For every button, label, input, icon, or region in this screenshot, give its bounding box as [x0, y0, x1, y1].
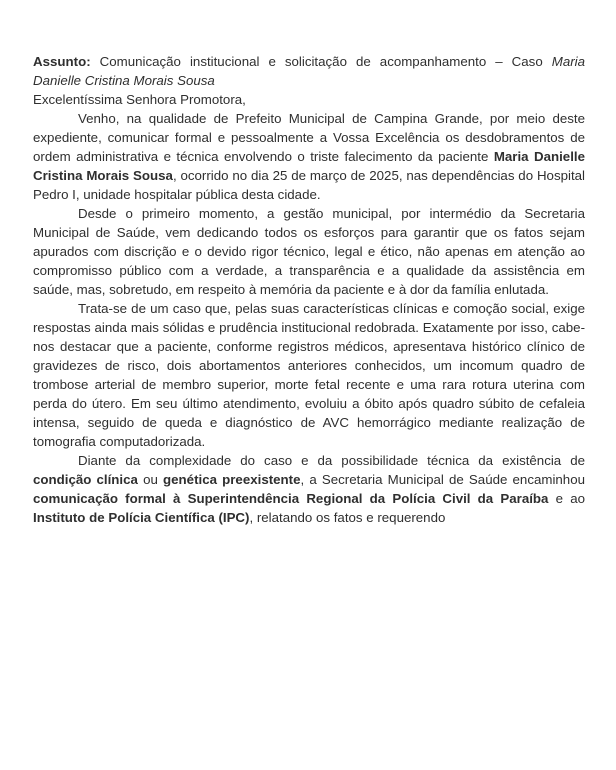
paragraph-text-segment: e ao [548, 491, 585, 506]
paragraph-text-segment: , ocorrido no dia 25 de março de 2025, nas dependências do Hospital Pedro I, unidade hospitalar pública desta cidade. [33, 168, 585, 202]
subject-line [33, 52, 585, 90]
bold-text-segment: comunicação formal à Superintendência Regional da Polícia Civil da Paraíba [33, 491, 549, 506]
paragraph-1 [33, 109, 585, 204]
bold-text-segment: condição clínica [33, 472, 138, 487]
paragraph-2 [33, 204, 585, 299]
bold-text-segment: Instituto de Polícia Científica (IPC) [33, 510, 250, 525]
paragraph-3 [33, 299, 585, 451]
patient-name-bold: Maria Danielle Cristina Morais Sousa [33, 149, 585, 183]
paragraph-text-segment: Venho, na qualidade de Prefeito Municipal de Campina Grande, por meio deste expediente, comunicar formal e pessoalmente a Vossa Excelência os desdobramentos de ordem administrativa e técnica envolvendo o triste falecimento da paciente [33, 111, 585, 164]
paragraph-text-segment: Trata-se de um caso que, pelas suas características clínicas e comoção social, exige respostas ainda mais sólidas e prudência institucional redobrada. Exatamente por isso, cabe-nos destacar que a paciente, conforme registros médicos, apresentava histórico clínico de gravidezes de risco, dois abortamentos anteriores conhecidos, um incomum quadro de trombose arterial de membro superior, morte fetal recente e uma rara rotura uterina com perda do útero. Em seu último atendimento, evoluiu a óbito após quadro súbito de cefaleia intensa, seguido de queda e diagnóstico de AVC hemorrágico mediante realização de tomografia computadorizada. [33, 301, 585, 449]
paragraph-text-segment: Diante da complexidade do caso e da possibilidade técnica da existência de [78, 453, 585, 468]
subject-text: Comunicação institucional e solicitação de acompanhamento – Caso [90, 54, 552, 69]
paragraph-text-segment: , relatando os fatos e requerendo [249, 510, 446, 525]
paragraph-text-segment: , a Secretaria Municipal de Saúde encaminhou [300, 472, 585, 487]
bold-text-segment: genética preexistente [163, 472, 301, 487]
salutation: Excelentíssima Senhora Promotora, [33, 92, 246, 107]
subject-case-name: Maria Danielle Cristina Morais Sousa [33, 54, 585, 88]
paragraph-4 [33, 451, 585, 527]
subject-label: Assunto: [33, 54, 91, 69]
paragraph-text-segment: Desde o primeiro momento, a gestão municipal, por intermédio da Secretaria Municipal de Saúde, vem dedicando todos os esforços para garantir que os fatos sejam apurados com discrição e o devido rigor técnico, legal e ético, não apenas em atenção ao compromisso público com a verdade, a transparência e a qualidade da assistência em saúde, mas, sobretudo, em respeito à memória da paciente e à dor da família enlutada. [33, 206, 585, 297]
paragraph-text-segment: ou [137, 472, 164, 487]
